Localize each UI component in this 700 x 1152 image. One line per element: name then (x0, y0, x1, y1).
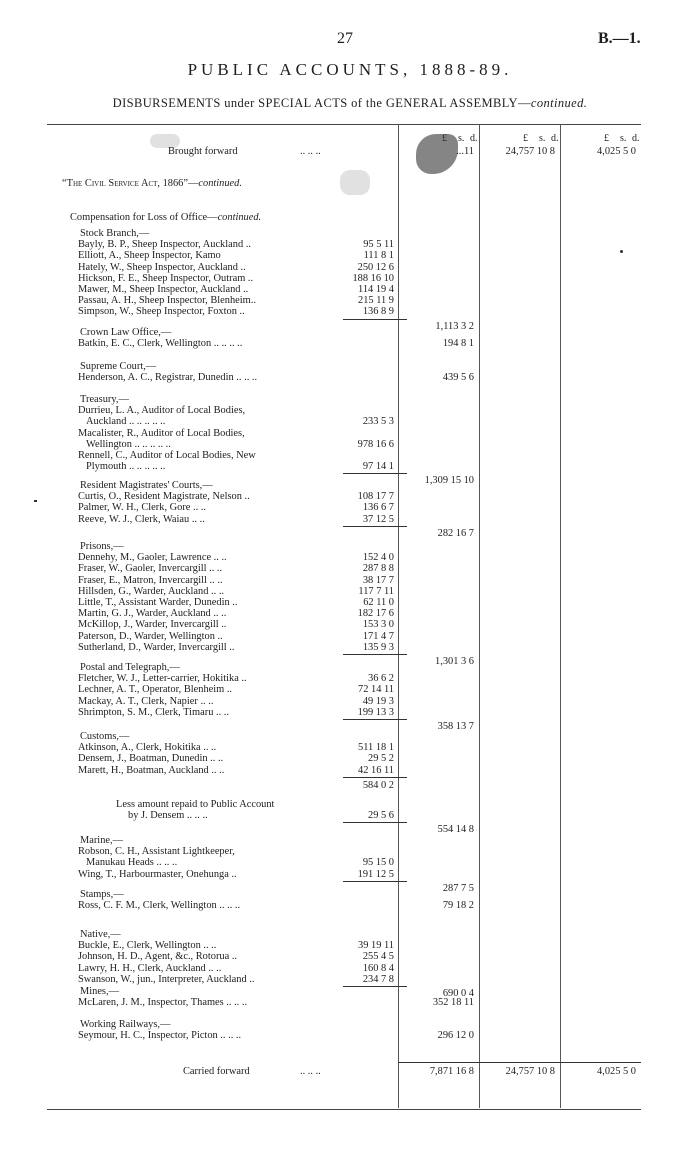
act-heading-open: “ (62, 178, 67, 189)
group-total: 1,301 3 6 (435, 656, 474, 667)
act-heading-continued: continued. (198, 178, 242, 189)
sum-rule (343, 822, 407, 823)
carried-forward-col-d: 4,025 5 0 (597, 1066, 636, 1077)
brought-forward-col-d: 4,025 5 0 (597, 146, 636, 157)
group-heading: Marine,— (80, 835, 123, 846)
sum-rule (343, 319, 407, 320)
entry-text: Martin, G. J., Warder, Auckland .. .. (78, 608, 227, 620)
entry-amount: 191 12 5 (357, 868, 394, 880)
column-rule (479, 124, 480, 1108)
group-heading: Mines,— (80, 986, 119, 997)
entry-amount: 49 19 3 (362, 695, 394, 707)
entry-text: Buckle, E., Clerk, Wellington .. .. (78, 940, 217, 952)
entry-text: Durrieu, L. A., Auditor of Local Bodies, (78, 405, 246, 417)
act-heading (62, 178, 242, 189)
sum-rule (343, 881, 407, 882)
group-total: 1,113 3 2 (435, 320, 474, 332)
entry-amount: 199 13 3 (357, 706, 394, 718)
entry-text: Johnson, H. D., Agent, &c., Rotorua .. (78, 951, 238, 963)
entry-amount: 160 8 4 (362, 962, 394, 974)
entry-text: McKillop, J., Warder, Invercargill .. (78, 619, 227, 631)
entry-text: Wing, T., Harbourmaster, Onehunga .. (78, 868, 237, 880)
entry-text: Fraser, W., Gaoler, Invercargill .. .. (78, 563, 223, 575)
group-total: 358 13 7 (437, 721, 474, 732)
entry-amount: 36 6 2 (368, 673, 394, 685)
entry-amount: 978 16 6 (357, 438, 394, 450)
ink-dot (34, 500, 37, 502)
subtitle-main: DISBURSEMENTS under SPECIAL ACTS of the GENERAL ASSEMBLY— (112, 96, 531, 110)
entry-text: Reeve, W. J., Clerk, Waiau .. .. (78, 513, 205, 525)
entry-text: Macalister, R., Auditor of Local Bodies, (78, 427, 245, 439)
entry-amount: 37 12 5 (362, 513, 394, 525)
entry-text: Hillsden, G., Warder, Auckland .. .. (78, 585, 225, 597)
group-total: 79 18 2 (442, 900, 474, 912)
group-total: 282 16 7 (437, 527, 474, 539)
entry-text: Shrimpton, S. M., Clerk, Timaru .. .. (78, 706, 229, 718)
entry-text: Marett, H., Boatman, Auckland .. .. (78, 764, 225, 776)
entry-text: Swanson, W., jun., Interpreter, Auckland .. (78, 973, 255, 985)
carried-forward-col-b: 7,871 16 8 (429, 1066, 474, 1077)
entry-amount: 511 18 1 (358, 742, 394, 754)
entry-amount: 182 17 6 (357, 608, 394, 620)
group-total: 554 14 8 (437, 824, 474, 836)
entry-text: Ross, C. F. M., Clerk, Wellington .. .. .. (78, 900, 241, 912)
group-heading: Stock Branch,— (80, 228, 150, 239)
entry-text: Plymouth .. .. .. .. .. (86, 461, 166, 473)
compensation-heading-continued: continued. (217, 212, 262, 223)
entry-amount: 42 16 11 (358, 764, 394, 776)
entry-text: Rennell, C., Auditor of Local Bodies, New (78, 450, 256, 461)
less-text: by J. Densem .. .. .. (128, 810, 208, 822)
group-heading: Treasury,— (80, 394, 129, 405)
entry-amount: 215 11 9 (358, 295, 394, 307)
entry-amount: 97 14 1 (362, 461, 394, 473)
entry-text: Fraser, E., Matron, Invercargill .. .. (78, 574, 223, 586)
entry-amount: 29 5 2 (368, 753, 394, 765)
group-heading: Working Railways,— (80, 1019, 171, 1030)
entry-text: Paterson, D., Warder, Wellington .. (78, 630, 223, 642)
sum-rule (343, 777, 407, 778)
column-rule (560, 124, 561, 1108)
entry-amount: 62 11 0 (363, 597, 394, 608)
act-heading-close: ”— (183, 178, 199, 189)
less-text: Less amount repaid to Public Account (116, 799, 275, 810)
entry-amount: 95 5 11 (363, 239, 394, 251)
entry-amount: 233 5 3 (362, 416, 394, 428)
sum-rule (343, 473, 407, 474)
entry-text: Manukau Heads .. .. .. (86, 857, 178, 869)
entry-text: Hately, W., Sheep Inspector, Auckland .. (78, 261, 246, 273)
group-total: 439 5 6 (442, 372, 474, 384)
group-total: 287 7 5 (442, 882, 474, 894)
entry-text: Densem, J., Boatman, Dunedin .. .. (78, 753, 224, 765)
compensation-heading-text: Compensation for Loss of Office— (70, 212, 218, 223)
entry-text: Fletcher, W. J., Letter-carrier, Hokitika .. (78, 673, 247, 685)
group-heading: Native,— (80, 929, 121, 940)
group-heading: Prisons,— (80, 541, 124, 552)
entry-text: Mackay, A. T., Clerk, Napier .. .. (78, 695, 214, 707)
column-header-col-c-unit: d. (551, 133, 559, 144)
entry-text: Palmer, W. H., Clerk, Gore .. .. (78, 502, 207, 514)
ink-stain (340, 170, 370, 195)
paper-reference: B.—1. (598, 30, 641, 47)
column-header-col-d-unit: s. (620, 133, 627, 144)
entry-text: Hickson, F. E., Sheep Inspector, Outram .. (78, 272, 254, 284)
entry-text: Passau, A. H., Sheep Inspector, Blenheim.. (78, 295, 256, 307)
total-rule (398, 1062, 641, 1063)
entry-amount: 117 7 11 (358, 585, 394, 597)
column-header-col-d-unit: d. (632, 133, 640, 144)
group-total: 352 18 11 (432, 997, 474, 1009)
entry-amount: 38 17 7 (362, 574, 394, 586)
sum-rule (343, 526, 407, 527)
group-total: 1,309 15 10 (424, 475, 474, 487)
entry-text: Little, T., Assistant Warder, Dunedin .. (78, 597, 238, 608)
entry-amount: 188 16 10 (352, 272, 394, 284)
column-header-col-c-unit: £ (523, 133, 528, 144)
group-subtotal: 584 0 2 (362, 779, 394, 791)
leaders: .. .. .. (300, 146, 321, 157)
group-total: 296 12 0 (437, 1030, 474, 1042)
less-amount: 29 5 6 (368, 810, 394, 822)
entry-amount: 95 15 0 (362, 857, 394, 869)
ink-dot (620, 250, 623, 253)
group-heading: Resident Magistrates' Courts,— (80, 480, 213, 491)
column-header-col-b-unit: s. (458, 133, 465, 144)
entry-amount: 108 17 7 (357, 491, 394, 503)
column-header-col-d-unit: £ (604, 133, 609, 144)
group-heading: Supreme Court,— (80, 361, 157, 372)
entry-amount: 111 8 1 (363, 250, 394, 262)
entry-amount: 152 4 0 (362, 552, 394, 564)
entry-amount: 234 7 8 (362, 973, 394, 985)
entry-amount: 114 19 4 (358, 284, 394, 295)
carried-forward-col-c: 24,757 10 8 (505, 1066, 555, 1077)
entry-amount: 287 8 8 (362, 563, 394, 575)
group-heading: Crown Law Office,— (80, 327, 172, 338)
entry-text: Curtis, O., Resident Magistrate, Nelson .. (78, 491, 250, 503)
entry-text: Auckland .. .. .. .. .. (86, 416, 166, 428)
entry-text: Sutherland, D., Warder, Invercargill .. (78, 641, 235, 653)
entry-amount: 153 3 0 (362, 619, 394, 631)
leaders: .. .. .. (300, 1066, 321, 1077)
entry-text: Batkin, E. C., Clerk, Wellington .. .. .. .. (78, 338, 243, 350)
page-subtitle (0, 96, 700, 111)
subtitle-continued: continued. (530, 96, 588, 110)
entry-amount: 171 4 7 (362, 630, 394, 642)
entry-text: Atkinson, A., Clerk, Hokitika .. .. (78, 742, 217, 754)
act-heading-title: The Civil Service Act, 1866 (66, 178, 184, 189)
entry-text: Elliott, A., Sheep Inspector, Kamo (78, 250, 221, 262)
carried-forward-label: Carried forward (183, 1066, 250, 1077)
brought-forward-col-b: ...11 (456, 146, 474, 157)
entry-text: McLaren, J. M., Inspector, Thames .. .. .. (78, 997, 248, 1009)
entry-amount: 136 6 7 (362, 502, 394, 514)
page-number: 27 (337, 30, 353, 47)
entry-amount: 39 19 11 (358, 940, 394, 952)
entry-amount: 135 9 3 (362, 641, 394, 653)
entry-text: Robson, C. H., Assistant Lightkeeper, (78, 846, 235, 858)
entry-text: Dennehy, M., Gaoler, Lawrence .. .. (78, 552, 227, 564)
group-total: 690 0 4 (442, 988, 474, 999)
column-header-col-c-unit: s. (539, 133, 546, 144)
group-heading: Postal and Telegraph,— (80, 662, 180, 673)
brought-forward-col-c: 24,757 10 8 (505, 146, 555, 157)
entry-text: Seymour, H. C., Inspector, Picton .. .. .. (78, 1030, 242, 1042)
group-total: 194 8 1 (442, 338, 474, 350)
entry-text: Mawer, M., Sheep Inspector, Auckland .. (78, 284, 249, 295)
entry-amount: 72 14 11 (358, 684, 394, 696)
entry-text: Simpson, W., Sheep Inspector, Foxton .. (78, 306, 245, 318)
page-title: PUBLIC ACCOUNTS, 1888-89. (187, 60, 513, 79)
sum-rule (343, 719, 407, 720)
entry-amount: 136 8 9 (362, 306, 394, 318)
entry-text: Henderson, A. C., Registrar, Dunedin .. .. .. (78, 372, 258, 384)
brought-forward-label: Brought forward (168, 146, 238, 157)
entry-text: Bayly, B. P., Sheep Inspector, Auckland .. (78, 239, 251, 251)
entry-text: Lawry, H. H., Clerk, Auckland .. .. (78, 962, 222, 974)
entry-text: Wellington .. .. .. .. .. (86, 438, 171, 450)
group-heading: Stamps,— (80, 889, 124, 900)
sum-rule (343, 654, 407, 655)
column-header-col-b-unit: d. (470, 133, 478, 144)
sum-rule (343, 986, 407, 987)
entry-amount: 250 12 6 (357, 261, 394, 273)
entry-text: Lechner, A. T., Operator, Blenheim .. (78, 684, 233, 696)
entry-amount: 255 4 5 (362, 951, 394, 963)
group-heading: Customs,— (80, 731, 130, 742)
compensation-heading (70, 212, 261, 223)
column-rule (398, 124, 399, 1108)
